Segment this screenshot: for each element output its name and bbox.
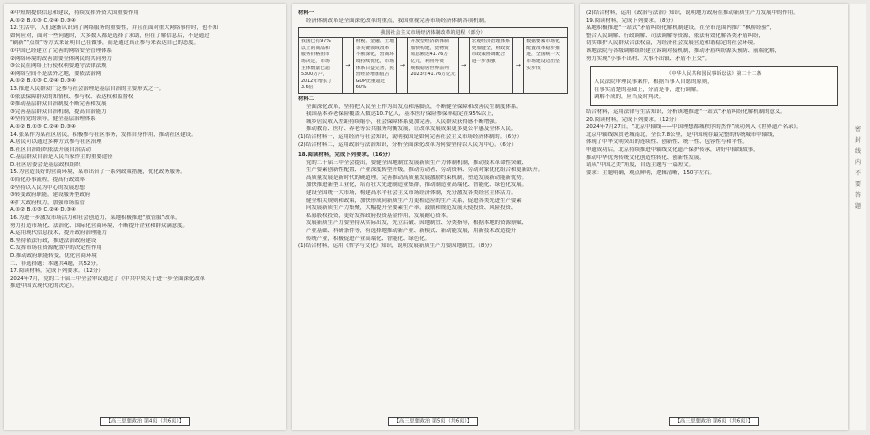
text-line: 20.阅读材料，完成下列要求。（12分） bbox=[586, 116, 680, 123]
text-line: 15.为营造良好的营商环境，某市出台了一系列政策措施，优化政务服务。 bbox=[10, 169, 186, 176]
text-line: 19.阅读材料，完成下列要求。（8分） bbox=[586, 17, 677, 24]
table-cell-line: 60% bbox=[355, 85, 367, 91]
text-line: 体现了中华文明突出的连续性、创新性、统一性、包容性与和平性。 bbox=[586, 139, 748, 146]
text-line: ①依法保障群众的知情权、参与权、表达权和监督权 bbox=[10, 93, 134, 100]
exam-page-5 bbox=[292, 4, 574, 430]
text-line: 推进中国式现代化的决定》。 bbox=[10, 283, 78, 290]
text-line: “刷新”“点赞”等方式来证明自己在做事，而是通过真正参与来表达自己的态度。 bbox=[10, 40, 200, 47]
text-line: A.①② B.①③ C.②④ D.③④ bbox=[10, 123, 76, 130]
table-cell-line: 2012年增长了 bbox=[301, 78, 333, 84]
seal-line-strip bbox=[850, 4, 866, 430]
text-line: 请从“中国之美”角度，自选主题写一篇短文。 bbox=[586, 162, 695, 169]
text-line: 如何应对，面对一些问题时，大多数人都是选择了求助，但在了解信息后，不是通过 bbox=[10, 32, 210, 39]
text-line: ④中短期提供信息和建议，持续发挥外资大国重要作用 bbox=[10, 10, 139, 16]
text-line: 14.张某作为某社区居民，积极参与社区事务，发挥自身作用，推动社区建设。 bbox=[10, 131, 197, 138]
page6-footer bbox=[580, 407, 848, 426]
text-line: 建设全国统一大市场，构建高水平社会主义市场经济体制，充分激发各类经营主体活力。 bbox=[306, 190, 517, 197]
page4-content bbox=[10, 10, 280, 412]
table-cell-line: 财税、金融、土地 bbox=[355, 39, 395, 45]
text-line: 努力实现“小事不出村、大事不出镇、矛盾不上交”。 bbox=[586, 55, 711, 62]
table-cell-line: 市场建设迈出坚 bbox=[526, 58, 560, 64]
table-cell-line: 场决定，市场 bbox=[301, 58, 330, 64]
table-arrow-icon: → bbox=[513, 38, 524, 93]
text-line: ③转变政府职能，建设服务型政府 bbox=[10, 192, 91, 199]
material1-intro: 经济体制改革是全面深化改革的重点，我国重视完善市场经济体制各项机制。 bbox=[306, 17, 490, 24]
table-cell-line: 主体数量已超 bbox=[301, 65, 330, 71]
law-excerpt-box bbox=[590, 66, 838, 106]
text-line: ②网络环境的改善需要全体网民的共同努力 bbox=[10, 55, 112, 62]
text-line: 推动中华优秀传统文化创造性转化、创新性发展。 bbox=[586, 154, 705, 161]
text-line: 申遗成功后，北京持续推进中轴线文化遗产保护传承，讲好中轴线故事， bbox=[586, 146, 759, 153]
table-cell-line: 规模稳居世界前列 bbox=[410, 65, 449, 71]
text-line: 12.生活中，人们逐渐认识到了网络服务的重要性，并且在面对重大网络事件时，也不知 bbox=[10, 25, 219, 32]
page5-content bbox=[298, 10, 568, 412]
reform-table-row bbox=[299, 38, 567, 93]
text-line: 党的二十届三中全会提出，要健全因地制宜发展新质生产力体制机制，推动技术革命性突破、 bbox=[306, 159, 528, 166]
table-arrow-icon: → bbox=[397, 38, 408, 93]
text-line: 要求：主题明确，观点鲜明，逻辑清晰，150字左右。 bbox=[586, 169, 715, 176]
law-excerpt-title: 《中华人民共和国民事诉讼法》第二十二条 bbox=[666, 71, 762, 78]
table-cell-line: 等关键领域改革 bbox=[355, 45, 390, 51]
q18-heading: 18.阅读材料，完成下列要求。（16分） bbox=[298, 152, 394, 159]
text-line: A.居民可以通过多种方式参与社区治理 bbox=[10, 139, 102, 146]
table-cell bbox=[524, 38, 567, 93]
table-cell-line: 宏观经济治理体系 bbox=[471, 39, 510, 45]
table-cell-line: 进，全国统一大 bbox=[526, 52, 560, 58]
table-cell-line: 营经济增加值占 bbox=[355, 72, 390, 78]
text-line: 我国基本养老保险覆盖人数达10.7亿人，基本医疗保险参保率稳定在95%以上， bbox=[306, 111, 498, 118]
table-cell-line: 5300万户， bbox=[301, 72, 328, 78]
page5-footer-label: 【高三思想政治 第5页（共6页）】 bbox=[388, 417, 478, 426]
text-line: ③公民在网络上行使权利要遵守法律法规 bbox=[10, 63, 107, 70]
text-line: 城乡居民收入差距持续缩小，社会保障体系更加完善，人民群众获得感不断增强。 bbox=[306, 118, 501, 125]
q17-part1: (1)结合材料一，运用经济与社会知识，说明我国是如何完善社会主义市场经济体制的。（6分） bbox=[298, 133, 522, 140]
table-cell-line: 以上的商品和 bbox=[301, 45, 330, 51]
text-line: 健全相关规则和政策，加快形成同新质生产力更相适应的生产关系，促进各类先进生产要素 bbox=[306, 197, 522, 204]
table-cell-line: 2023年41.76万亿元 bbox=[410, 72, 456, 78]
table-arrow-icon: → bbox=[343, 38, 354, 93]
page6-bottom bbox=[586, 109, 842, 177]
q17-part2: (2)结合材料二，运用政治与法治知识，分析全面深化改革为何要坚持以人民为中心。（6分） bbox=[298, 141, 517, 148]
table-cell bbox=[470, 38, 514, 93]
table-cell bbox=[299, 38, 343, 93]
table-cell-line: 我国已有97% bbox=[301, 39, 331, 45]
text-line: 16.为进一步激发市场活力和社会创造力，某地积极推进“放管服”改革， bbox=[10, 215, 181, 222]
text-line: B.坚持依法行政，推进法治政府建设 bbox=[10, 237, 97, 244]
reform-table-caption: 我国社会主义市场经济体制改革的进程（部分） bbox=[299, 28, 567, 38]
table-cell-line: 亿元，利用外资 bbox=[410, 58, 445, 64]
text-line: ④扩大政府权力，加强市场监管 bbox=[10, 199, 85, 206]
material2-label: 材料二 bbox=[298, 95, 315, 102]
q18-part1: (1)结合材料，运用《哲学与文化》知识，说明发展新质生产力要因地制宜。（8分） bbox=[298, 243, 496, 250]
text-line: 13.推进人民群众广泛参与社会治理是基层自治的主要形式之一。 bbox=[10, 85, 165, 92]
text-line: 产业基础、科研条件等，有选择地推动新产业、新模式、新动能发展，用新技术改造提升 bbox=[306, 228, 517, 235]
text-line: 私募股权投资，更好发挥政府投资基金作用，发展耐心资本。 bbox=[306, 212, 452, 219]
table-arrow-icon: → bbox=[459, 38, 470, 93]
page5-footer bbox=[292, 407, 574, 426]
text-line: 发展新质生产力要坚持从实际出发，先立后破、因地制宜、分类指导，根据本地的资源禀赋、 bbox=[306, 220, 528, 227]
table-cell-line: 实步伐 bbox=[526, 65, 541, 71]
table-cell-line: 不断深化，营商环 bbox=[355, 52, 395, 58]
page6-top bbox=[586, 10, 842, 63]
table-cell bbox=[408, 38, 458, 93]
text-line: 二、非选择题：本题共4题，共52分。 bbox=[10, 260, 102, 267]
text-line: C.基层群众自治是人民当家作主的重要途径 bbox=[10, 154, 113, 161]
text-line: 推动教育、医疗、养老等公共服务均衡发展，让改革发展成果更多更公平惠及全体人民。 bbox=[306, 126, 517, 133]
table-cell bbox=[354, 38, 398, 93]
text-line: 2024年7月27日，“北京中轴线——中国理想都城秩序的杰作”成功列入《世界遗产名录》。 bbox=[586, 124, 802, 131]
text-line: ④坚持党的领导，健全基层治理体系 bbox=[10, 116, 96, 123]
text-line: 传统产业，积极促进产业高端化、智能化、绿色化。 bbox=[306, 235, 430, 242]
text-line: 生产要素创新性配置、产业深度转型升级，推动劳动者、劳动资料、劳动对象优化组合和更新跃升。 bbox=[306, 167, 544, 174]
reform-table bbox=[298, 27, 568, 94]
exam-page-4 bbox=[4, 4, 286, 430]
text-line: C.发挥市场在资源配置中的决定性作用 bbox=[10, 245, 102, 252]
table-cell-line: 进一步加强 bbox=[471, 58, 496, 64]
text-line: 某地积极推进“一站式”矛盾纠纷化解机制建设，在全市范围内推广“枫桥经验”， bbox=[586, 25, 776, 32]
text-line: A.①② B.①③ C.②④ D.③④ bbox=[10, 207, 76, 214]
text-line: ①简化办事流程，提高行政效率 bbox=[10, 177, 85, 184]
material1-label: 材料一 bbox=[298, 10, 315, 16]
q18-body bbox=[298, 160, 568, 244]
text-line: 在事实清楚的基础上，分清是非，进行调解。 bbox=[594, 86, 702, 93]
table-cell-line: 易总额达41.76万 bbox=[410, 52, 449, 58]
text-line: 结合材料，运用法律与生活知识，分析该地推进“一站式”矛盾纠纷化解机制的意义。 bbox=[586, 108, 786, 115]
table-cell-line: 配置改革稳步推 bbox=[526, 45, 560, 51]
text-line: 加快推进新型工业化，培育壮大先进制造业集群，推动制造业高端化、智能化、绿色化发展。 bbox=[306, 182, 528, 189]
table-cell-line: 体系日益完善，民 bbox=[355, 65, 395, 71]
seal-line-text: 密 封 线 内 不 要 答 题 bbox=[854, 126, 861, 210]
text-line: 北京中轴线纵贯老城南北，全长7.8公里，是中国现存最完整的传统城市中轴线， bbox=[586, 131, 778, 138]
text-line: 该地法院与各级调解组织建立诉调对接机制，推动矛盾纠纷源头预防、前端化解， bbox=[586, 47, 781, 54]
page6-footer-label: 【高三思想政治 第6页（共6页）】 bbox=[669, 417, 759, 426]
text-line: 向发展新质生产力集聚，大幅提升全要素生产率。鼓励和规范发展天使投资、风险投资、 bbox=[306, 205, 517, 212]
table-cell-line: 境持续优化，市场 bbox=[355, 58, 395, 64]
text-line: 全面深化改革，坚持把人民至上作为出发点和落脚点，不断健全保障和改善民生制度体系。 bbox=[306, 103, 522, 110]
text-line: ④网络空间不是法外之地，要依法治网 bbox=[10, 70, 102, 77]
text-line: ②坚持以人民为中心的发展思想 bbox=[10, 184, 85, 191]
table-cell-line: 更加健全，财政货 bbox=[471, 45, 510, 51]
table-cell-line: 数据要素市场化 bbox=[526, 39, 560, 45]
text-line: A.运用现代信息技术，提升政府治理能力 bbox=[10, 230, 107, 237]
text-line: 切实维护人民群众合法权益，为经济社会发展营造和谐稳定的社会环境。 bbox=[586, 40, 759, 47]
table-cell-line: GDP比重超过 bbox=[355, 78, 386, 84]
text-line: D.社区居委会是基层政权组织 bbox=[10, 161, 81, 168]
page6-content bbox=[586, 10, 842, 412]
text-line: 整合人民调解、行政调解、司法调解等资源，依法有效化解各类矛盾纠纷， bbox=[586, 32, 764, 39]
exam-page-6 bbox=[580, 4, 848, 430]
text-line: A.①② B.①③ C.②④ D.③④ bbox=[10, 78, 76, 85]
table-cell-line: 加快构建，货物贸 bbox=[410, 45, 449, 51]
page4-footer-label: 【高三思想政治 第4页（共6页）】 bbox=[100, 417, 190, 426]
material2-body bbox=[298, 104, 568, 134]
table-cell-line: 3.6倍 bbox=[301, 85, 314, 91]
page4-footer bbox=[4, 407, 286, 426]
table-cell-line: 币政策协调配合 bbox=[471, 52, 506, 58]
text-line: A.①② B.①③ C.②④ D.③④ bbox=[10, 17, 76, 24]
text-line: 努力打造市场化、法治化、国际化营商环境，不断提升企业和群众满意度。 bbox=[10, 222, 188, 229]
table-cell-line: 开放型经济新体制 bbox=[410, 39, 449, 45]
text-line: 高质量发展是新时代的硬道理。完善推动高质量发展激励约束机制，塑造发展新动能新优势。 bbox=[306, 174, 528, 181]
law-excerpt-body bbox=[594, 79, 834, 102]
text-line: 2024年7月，党的二十届三中全会审议通过了《中共中央关于进一步全面深化改革 bbox=[10, 275, 206, 282]
text-line: B.社区自治组织依法开展自治活动 bbox=[10, 146, 91, 153]
text-line: 人民法院审理民事案件，根据当事人自愿的原则， bbox=[594, 79, 713, 86]
text-line: ③完善基层群众自治机制，提高自治能力 bbox=[10, 108, 107, 115]
text-line: D.推动政府职能转变，优化营商环境 bbox=[10, 253, 97, 259]
text-line: 调解不成的，应当及时判决。 bbox=[594, 94, 665, 101]
text-line: ②推动基层群众自治制度不断完善和发展 bbox=[10, 101, 107, 108]
table-cell-line: 服务价格由市 bbox=[301, 52, 330, 58]
text-line: ①中国已经建立了完善的网络安全管理体系 bbox=[10, 47, 112, 54]
text-line: 17.阅读材料，完成下列要求。（12分） bbox=[10, 268, 104, 275]
text-line: (2)结合材料，运用《政治与法治》知识，说明地方政府在推动新质生产力发展中的作用。 bbox=[586, 10, 799, 16]
